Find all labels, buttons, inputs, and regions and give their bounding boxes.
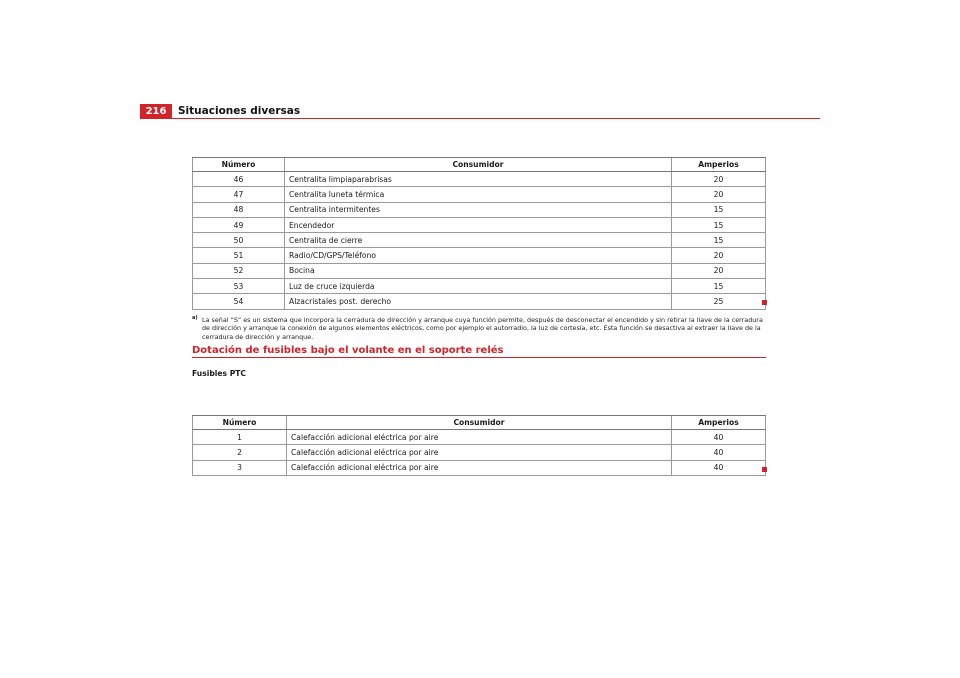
cell-number: 46 bbox=[193, 172, 285, 187]
footnote bbox=[192, 316, 770, 341]
table-row bbox=[193, 279, 766, 294]
cell-amperes: 15 bbox=[672, 233, 766, 248]
chapter-title: Situaciones diversas bbox=[178, 105, 301, 117]
cell-amperes: 20 bbox=[672, 172, 766, 187]
cell-amperes: 40 bbox=[672, 460, 766, 475]
table-row bbox=[193, 187, 766, 202]
section-rule bbox=[192, 357, 766, 358]
section-title: Dotación de fusibles bajo el volante en el soporte relés bbox=[192, 345, 504, 356]
cell-consumer: Radio/CD/GPS/Teléfono bbox=[285, 248, 672, 263]
cell-amperes: 20 bbox=[672, 263, 766, 278]
table-row bbox=[193, 248, 766, 263]
cell-amperes: 15 bbox=[672, 279, 766, 294]
header-rule bbox=[172, 118, 820, 119]
cell-consumer: Centralita luneta térmica bbox=[285, 187, 672, 202]
cell-consumer: Encendedor bbox=[285, 217, 672, 232]
table-header-row bbox=[193, 416, 766, 430]
footnote-text: La señal “S” es un sistema que incorpora la cerradura de dirección y arranque cuya función permite, después de desconectar el encendido y sin retirar la llave de la cerradura de dirección y arranque la conexión de algunos elementos eléctricos, como por ejemplo el autorradio, la luz de cortesía, etc. Esta función se desactiva al extraer la llave de la cerradura de dirección y arranque. bbox=[202, 316, 763, 341]
cell-consumer: Calefacción adicional eléctrica por aire bbox=[287, 460, 672, 475]
cell-amperes: 20 bbox=[672, 248, 766, 263]
cell-consumer: Calefacción adicional eléctrica por aire bbox=[287, 430, 672, 445]
cell-amperes: 40 bbox=[672, 445, 766, 460]
cell-consumer: Centralita de cierre bbox=[285, 233, 672, 248]
table-header-row bbox=[193, 158, 766, 172]
cell-amperes: 40 bbox=[672, 430, 766, 445]
table-row bbox=[193, 263, 766, 278]
cell-number: 3 bbox=[193, 460, 287, 475]
cell-number: 51 bbox=[193, 248, 285, 263]
cell-amperes: 25 bbox=[672, 294, 766, 309]
column-header-amperios: Amperios bbox=[672, 158, 766, 172]
cell-consumer: Calefacción adicional eléctrica por aire bbox=[287, 445, 672, 460]
table-row bbox=[193, 217, 766, 232]
cell-number: 47 bbox=[193, 187, 285, 202]
table-row bbox=[193, 294, 766, 309]
cell-consumer: Centralita limpiaparabrisas bbox=[285, 172, 672, 187]
subsection-title: Fusibles PTC bbox=[192, 369, 247, 378]
cell-consumer: Luz de cruce izquierda bbox=[285, 279, 672, 294]
cell-consumer: Centralita intermitentes bbox=[285, 202, 672, 217]
column-header-amperios: Amperios bbox=[672, 416, 766, 430]
table-row bbox=[193, 460, 766, 475]
page-number: 216 bbox=[140, 104, 172, 119]
cell-number: 48 bbox=[193, 202, 285, 217]
cell-number: 1 bbox=[193, 430, 287, 445]
cell-number: 53 bbox=[193, 279, 285, 294]
column-header-numero: Número bbox=[193, 158, 285, 172]
cell-consumer: Bocina bbox=[285, 263, 672, 278]
table-row bbox=[193, 445, 766, 460]
cell-number: 54 bbox=[193, 294, 285, 309]
cell-amperes: 15 bbox=[672, 217, 766, 232]
cell-consumer: Alzacristales post. derecho bbox=[285, 294, 672, 309]
footnote-marker: a) bbox=[192, 315, 198, 321]
table-row bbox=[193, 233, 766, 248]
table-row bbox=[193, 172, 766, 187]
cell-amperes: 20 bbox=[672, 187, 766, 202]
column-header-consumidor: Consumidor bbox=[287, 416, 672, 430]
cell-number: 2 bbox=[193, 445, 287, 460]
fuse-table-ptc bbox=[192, 415, 766, 476]
cell-number: 49 bbox=[193, 217, 285, 232]
cell-number: 50 bbox=[193, 233, 285, 248]
column-header-numero: Número bbox=[193, 416, 287, 430]
cell-amperes: 15 bbox=[672, 202, 766, 217]
cell-number: 52 bbox=[193, 263, 285, 278]
end-of-section-marker bbox=[762, 467, 767, 472]
end-of-section-marker bbox=[762, 300, 767, 305]
table-row bbox=[193, 430, 766, 445]
table-row bbox=[193, 202, 766, 217]
column-header-consumidor: Consumidor bbox=[285, 158, 672, 172]
fuse-table-main bbox=[192, 157, 766, 310]
